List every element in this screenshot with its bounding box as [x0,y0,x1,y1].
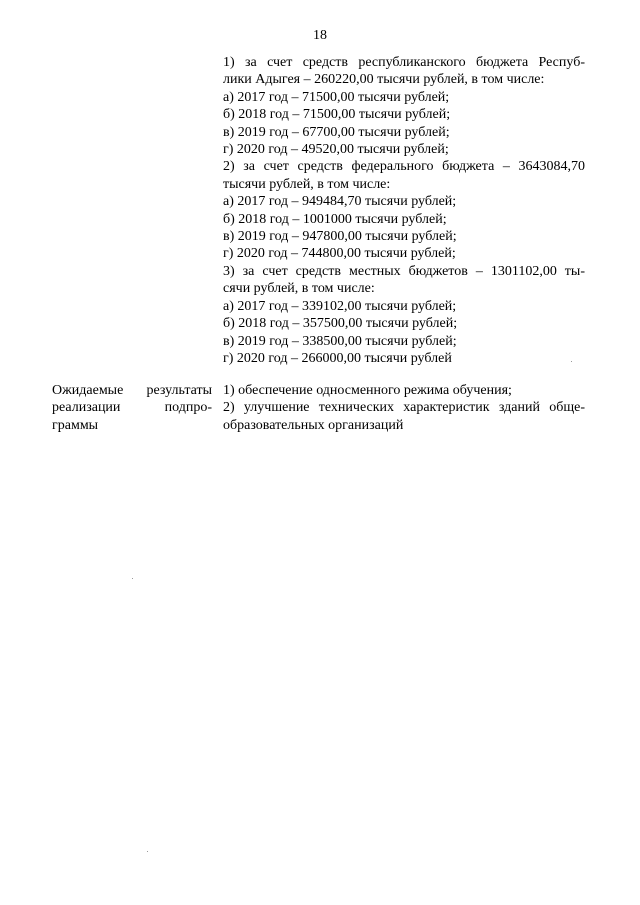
funding-line: б) 2018 год – 1001000 тысячи рублей; [223,211,447,227]
funding-line: г) 2020 год – 744800,00 тысячи рублей; [223,246,456,262]
funding-line: 1) за счет средств республиканского бюджета Респуб- [223,55,585,70]
expected-results-label-line: Ожидаемые результаты [52,383,212,398]
funding-line: в) 2019 год – 947800,00 тысячи рублей; [223,229,457,245]
scan-speck [147,851,148,852]
funding-line: в) 2019 год – 338500,00 тысячи рублей; [223,333,457,349]
funding-line: б) 2018 год – 71500,00 тысячи рублей; [223,107,451,123]
expected-results-value-line: 2) улучшение технических характеристик зданий обще- [223,400,585,416]
funding-line: г) 2020 год – 49520,00 тысячи рублей; [223,142,449,158]
expected-results-label-line: граммы [52,417,99,433]
funding-line: а) 2017 год – 949484,70 тысячи рублей; [223,194,457,210]
scan-speck [132,578,133,579]
page-number: 18 [313,28,327,43]
funding-line: а) 2017 год – 71500,00 тысячи рублей; [223,89,450,105]
expected-results-value [223,382,585,434]
funding-line: тысячи рублей, в том числе: [223,176,391,192]
funding-line: в) 2019 год – 67700,00 тысячи рублей; [223,124,450,140]
funding-line: б) 2018 год – 357500,00 тысячи рублей; [223,316,458,332]
scan-speck [571,361,572,362]
expected-results-label-line: реализации подпро- [52,400,212,416]
expected-results-label [52,382,212,434]
funding-line: 2) за счет средств федерального бюджета – 3643084,70 [223,159,585,175]
funding-line: а) 2017 год – 339102,00 тысячи рублей; [223,298,457,314]
funding-line: г) 2020 год – 266000,00 тысячи рублей [223,350,452,366]
funding-line: лики Адыгея – 260220,00 тысячи рублей, в том числе: [223,72,545,88]
funding-sources-text [223,54,585,367]
expected-results-value-line: образовательных организаций [223,417,404,433]
expected-results-value-line: 1) обеспечение односменного режима обучения; [223,383,512,398]
funding-line: 3) за счет средств местных бюджетов – 1301102,00 ты- [223,263,585,279]
funding-line: сячи рублей, в том числе: [223,281,375,297]
